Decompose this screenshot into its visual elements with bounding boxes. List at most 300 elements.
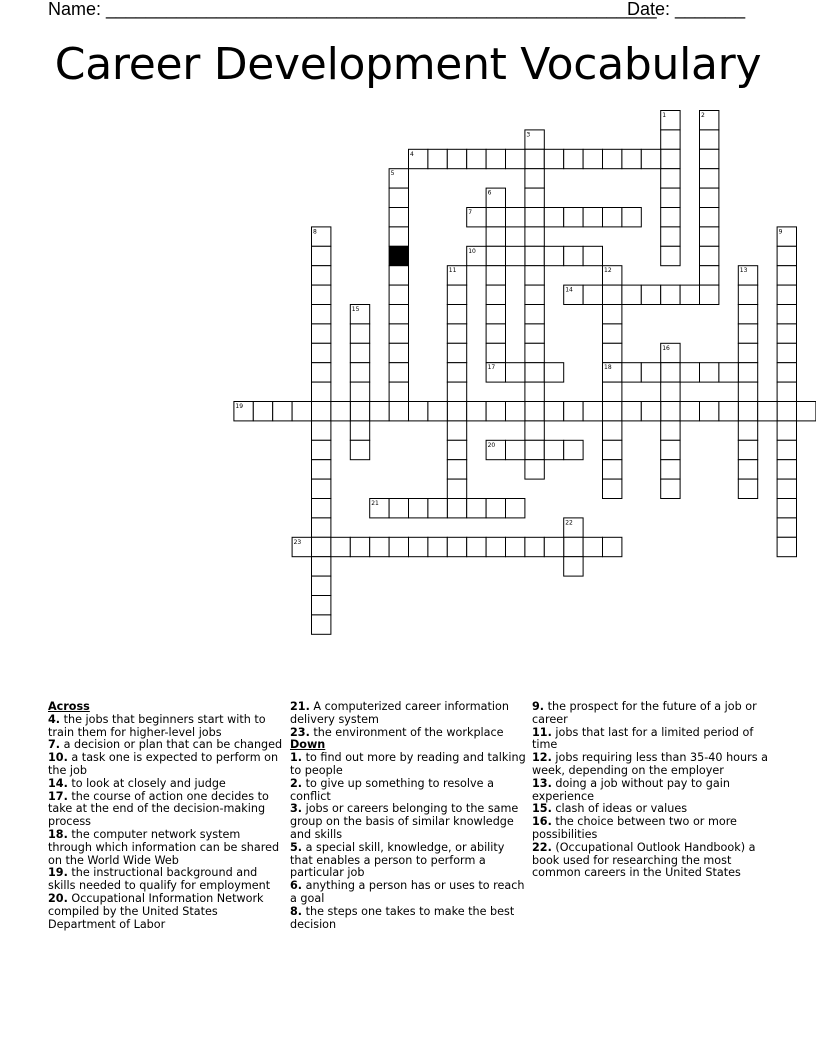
- down-heading: Down: [290, 738, 326, 752]
- grid-cell[interactable]: [564, 537, 583, 556]
- date-line[interactable]: Date: _______: [627, 0, 746, 19]
- grid-cell[interactable]: [661, 479, 680, 498]
- clue-number: 4.: [48, 712, 61, 726]
- grid-cell[interactable]: [661, 363, 680, 382]
- grid-cell[interactable]: [738, 382, 757, 401]
- grid-cell[interactable]: [447, 343, 466, 362]
- grid-cell[interactable]: [738, 285, 757, 304]
- grid-cell[interactable]: [622, 208, 641, 227]
- grid-cell[interactable]: [312, 363, 331, 382]
- grid-cell[interactable]: [506, 208, 525, 227]
- cell-number: 15: [351, 306, 360, 313]
- grid-cell[interactable]: [622, 285, 641, 304]
- grid-cell[interactable]: [447, 382, 466, 401]
- grid-cell[interactable]: [447, 149, 466, 168]
- grid-cell[interactable]: [447, 363, 466, 382]
- grid-cell[interactable]: [777, 324, 796, 343]
- grid-cell[interactable]: [312, 266, 331, 285]
- grid-cell[interactable]: [331, 402, 350, 421]
- clue-number: 2.: [290, 776, 303, 790]
- grid-cell[interactable]: [389, 324, 408, 343]
- clues-column-2: [290, 701, 526, 931]
- cell-number: 5: [390, 170, 395, 178]
- cell-number: 23: [293, 538, 302, 546]
- grid-cell[interactable]: [312, 382, 331, 401]
- down-clue: [290, 880, 526, 906]
- grid-cell[interactable]: [447, 499, 466, 518]
- grid-cell[interactable]: [700, 149, 719, 168]
- grid-cell[interactable]: [428, 537, 447, 556]
- grid-cell[interactable]: [409, 499, 428, 518]
- clue-text: clash of ideas or values: [555, 802, 688, 816]
- black-cell: [389, 246, 408, 265]
- grid-cell[interactable]: [544, 402, 563, 421]
- grid-cell[interactable]: [525, 169, 544, 188]
- across-clue: [48, 791, 284, 829]
- grid-cell[interactable]: [661, 169, 680, 188]
- grid-cell[interactable]: [506, 149, 525, 168]
- grid-cell[interactable]: [603, 440, 622, 459]
- grid-cell[interactable]: [486, 285, 505, 304]
- grid-cell[interactable]: [525, 440, 544, 459]
- cell-number: 9: [778, 228, 783, 236]
- grid-cell[interactable]: [797, 402, 816, 421]
- grid-cell[interactable]: [312, 343, 331, 362]
- grid-cell[interactable]: [350, 382, 369, 401]
- grid-cell[interactable]: [312, 557, 331, 576]
- grid-cell[interactable]: [700, 208, 719, 227]
- grid-cell[interactable]: [661, 421, 680, 440]
- clue-text: the steps one takes to make the best decision: [290, 904, 515, 931]
- clue-number: 14.: [48, 776, 68, 790]
- cell-number: 21: [371, 500, 379, 507]
- grid-cell[interactable]: [312, 518, 331, 537]
- grid-cell[interactable]: [409, 537, 428, 556]
- across-clue: [48, 829, 284, 867]
- down-clue: [290, 803, 526, 841]
- down-clue: [532, 701, 768, 727]
- grid-cell[interactable]: [583, 537, 602, 556]
- grid-cell[interactable]: [738, 363, 757, 382]
- grid-cell[interactable]: [700, 285, 719, 304]
- across-clue: [290, 727, 526, 740]
- clue-number: 10.: [48, 751, 68, 765]
- grid-cell[interactable]: [447, 324, 466, 343]
- grid-cell[interactable]: [312, 537, 331, 556]
- grid-cell[interactable]: [680, 402, 699, 421]
- grid-cell[interactable]: [486, 537, 505, 556]
- grid-cell[interactable]: [506, 246, 525, 265]
- grid-cell[interactable]: [428, 499, 447, 518]
- grid-cell[interactable]: [389, 343, 408, 362]
- grid-cell[interactable]: [312, 615, 331, 634]
- grid-cell[interactable]: [661, 246, 680, 265]
- grid-cell[interactable]: [603, 305, 622, 324]
- grid-cell[interactable]: [312, 440, 331, 459]
- clue-text: a special skill, knowledge, or ability that enables a person to perform a particular job: [290, 840, 505, 880]
- grid-cell[interactable]: [312, 421, 331, 440]
- grid-cell[interactable]: [700, 363, 719, 382]
- grid-cell[interactable]: [312, 479, 331, 498]
- down-clue: [532, 752, 768, 778]
- grid-cell[interactable]: [622, 149, 641, 168]
- grid-cell[interactable]: [777, 246, 796, 265]
- grid-cell[interactable]: [777, 479, 796, 498]
- grid-cell[interactable]: [777, 285, 796, 304]
- grid-cell[interactable]: [603, 537, 622, 556]
- grid-cell[interactable]: [777, 499, 796, 518]
- clue-text: doing a job without pay to gain experience: [532, 776, 730, 803]
- grid-cell[interactable]: [486, 266, 505, 285]
- grid-cell[interactable]: [312, 576, 331, 595]
- grid-cell[interactable]: [447, 402, 466, 421]
- grid-cell[interactable]: [777, 518, 796, 537]
- grid-cell[interactable]: [312, 246, 331, 265]
- clue-number: 15.: [532, 802, 552, 816]
- grid-cell[interactable]: [389, 305, 408, 324]
- grid-cell[interactable]: [700, 169, 719, 188]
- clue-number: 1.: [290, 751, 303, 765]
- grid-cell[interactable]: [525, 208, 544, 227]
- clue-text: the choice between two or more possibilities: [532, 815, 737, 841]
- grid-cell[interactable]: [738, 343, 757, 362]
- cell-number: 14: [565, 286, 573, 294]
- clue-number: 6.: [290, 879, 303, 893]
- grid-cell[interactable]: [525, 246, 544, 265]
- clue-text: jobs that last for a limited period of time: [532, 725, 754, 752]
- across-clue: [48, 752, 284, 778]
- grid-cell[interactable]: [641, 285, 660, 304]
- cell-number: 20: [487, 441, 496, 449]
- grid-cell[interactable]: [389, 227, 408, 246]
- clue-number: 20.: [48, 891, 68, 905]
- grid-cell[interactable]: [661, 382, 680, 401]
- cell-number: 11: [448, 267, 457, 275]
- clue-number: 19.: [48, 866, 68, 880]
- grid-cell[interactable]: [389, 499, 408, 518]
- grid-cell[interactable]: [447, 421, 466, 440]
- cell-number: 19: [235, 403, 244, 410]
- clue-number: 12.: [532, 751, 552, 765]
- grid-cell[interactable]: [350, 537, 369, 556]
- grid-cell[interactable]: [661, 285, 680, 304]
- grid-cell[interactable]: [467, 537, 486, 556]
- grid-cell[interactable]: [486, 305, 505, 324]
- cell-number: 7: [468, 209, 473, 216]
- grid-cell[interactable]: [544, 537, 563, 556]
- grid-cell[interactable]: [525, 266, 544, 285]
- clue-number: 21.: [290, 700, 310, 713]
- grid-cell[interactable]: [389, 188, 408, 207]
- grid-cell[interactable]: [544, 149, 563, 168]
- page-title: Career Development Vocabulary: [54, 39, 762, 90]
- grid-cell[interactable]: [409, 402, 428, 421]
- clue-number: 5.: [290, 840, 303, 854]
- grid-cell[interactable]: [738, 440, 757, 459]
- grid-cell[interactable]: [389, 382, 408, 401]
- grid-cell[interactable]: [603, 343, 622, 362]
- grid-cell[interactable]: [603, 382, 622, 401]
- grid-cell[interactable]: [389, 537, 408, 556]
- grid-cell[interactable]: [331, 537, 350, 556]
- grid-cell[interactable]: [641, 402, 660, 421]
- name-line[interactable]: Name: _______________________________________________________: [48, 0, 657, 19]
- grid-cell[interactable]: [350, 421, 369, 440]
- grid-cell[interactable]: [525, 363, 544, 382]
- grid-cell[interactable]: [738, 305, 757, 324]
- grid-cell[interactable]: [777, 421, 796, 440]
- grid-cell[interactable]: [350, 324, 369, 343]
- grid-cell[interactable]: [661, 130, 680, 149]
- clue-text: anything a person has or uses to reach a goal: [290, 879, 525, 905]
- grid-cell[interactable]: [700, 402, 719, 421]
- grid-cell[interactable]: [738, 402, 757, 421]
- clue-text: jobs requiring less than 35-40 hours a week, depending on the employer: [532, 751, 768, 777]
- grid-cell[interactable]: [777, 402, 796, 421]
- grid-cell[interactable]: [700, 227, 719, 246]
- grid-cell[interactable]: [292, 402, 311, 421]
- grid-cell[interactable]: [447, 305, 466, 324]
- grid-cell[interactable]: [447, 537, 466, 556]
- clue-number: 11.: [532, 725, 552, 739]
- cell-number: 18: [604, 364, 612, 372]
- grid-cell[interactable]: [486, 343, 505, 362]
- grid-cell[interactable]: [680, 285, 699, 304]
- grid-cell[interactable]: [564, 557, 583, 576]
- grid-cell[interactable]: [389, 266, 408, 285]
- grid-cell[interactable]: [506, 537, 525, 556]
- grid-cell[interactable]: [777, 382, 796, 401]
- grid-cell[interactable]: [603, 324, 622, 343]
- grid-cell[interactable]: [661, 188, 680, 207]
- grid-cell[interactable]: [603, 208, 622, 227]
- grid-cell[interactable]: [467, 149, 486, 168]
- grid-cell[interactable]: [486, 402, 505, 421]
- cell-number: 10: [468, 247, 476, 255]
- grid-cell[interactable]: [777, 460, 796, 479]
- grid-cell[interactable]: [661, 402, 680, 421]
- grid-cell[interactable]: [486, 208, 505, 227]
- grid-cell[interactable]: [525, 343, 544, 362]
- clue-text: the instructional background and skills needed to qualify for employment: [48, 866, 271, 893]
- clue-text: the computer network system through which information can be shared on the World Wide Web: [48, 827, 280, 867]
- clue-text: to find out more by reading and talking to people: [290, 751, 526, 777]
- clue-number: 23.: [290, 725, 310, 739]
- down-clue: [290, 752, 526, 778]
- grid-cell[interactable]: [641, 363, 660, 382]
- grid-cell[interactable]: [564, 246, 583, 265]
- grid-cell[interactable]: [738, 479, 757, 498]
- grid-cell[interactable]: [738, 460, 757, 479]
- grid-cell[interactable]: [370, 402, 389, 421]
- clue-text: Occupational Information Network compiled by the United States Department of Labor: [48, 891, 264, 931]
- grid-cell[interactable]: [428, 149, 447, 168]
- grid-cell[interactable]: [700, 188, 719, 207]
- grid-cell[interactable]: [350, 402, 369, 421]
- cell-number: 8: [313, 228, 317, 236]
- clues-column-1: [48, 701, 284, 931]
- across-clue: [48, 714, 284, 740]
- clue-text: to give up something to resolve a conflict: [290, 776, 494, 803]
- clue-text: the environment of the workplace: [313, 725, 504, 739]
- down-clue: [532, 778, 768, 804]
- grid-cell[interactable]: [544, 363, 563, 382]
- grid-cell[interactable]: [312, 402, 331, 421]
- grid-cell[interactable]: [312, 285, 331, 304]
- grid-cell[interactable]: [680, 363, 699, 382]
- grid-cell[interactable]: [486, 149, 505, 168]
- across-clue: [48, 893, 284, 931]
- clue-text: jobs or careers belonging to the same group on the basis of similar knowledge and skills: [290, 802, 519, 841]
- grid-cell[interactable]: [641, 149, 660, 168]
- grid-cell[interactable]: [583, 246, 602, 265]
- grid-cell[interactable]: [389, 402, 408, 421]
- grid-cell[interactable]: [389, 285, 408, 304]
- grid-cell[interactable]: [777, 363, 796, 382]
- grid-cell[interactable]: [661, 440, 680, 459]
- clue-number: 8.: [290, 904, 303, 918]
- grid-cell[interactable]: [544, 208, 563, 227]
- clue-text: a decision or plan that can be changed: [63, 738, 283, 752]
- grid-cell[interactable]: [544, 246, 563, 265]
- grid-cell[interactable]: [370, 537, 389, 556]
- grid-cell[interactable]: [350, 343, 369, 362]
- cell-number: 12: [604, 267, 612, 275]
- clues-column-3: [532, 701, 768, 880]
- grid-cell[interactable]: [700, 266, 719, 285]
- grid-cell[interactable]: [622, 402, 641, 421]
- down-clue: [290, 842, 526, 880]
- grid-cell[interactable]: [273, 402, 292, 421]
- grid-cell[interactable]: [253, 402, 272, 421]
- grid-cell[interactable]: [506, 440, 525, 459]
- grid-cell[interactable]: [389, 208, 408, 227]
- grid-cell[interactable]: [661, 149, 680, 168]
- grid-cell[interactable]: [738, 324, 757, 343]
- clue-text: the prospect for the future of a job or career: [532, 700, 757, 726]
- grid-cell[interactable]: [525, 382, 544, 401]
- grid-cell[interactable]: [486, 246, 505, 265]
- clue-number: 17.: [48, 789, 68, 803]
- grid-cell[interactable]: [506, 499, 525, 518]
- grid-cell[interactable]: [486, 227, 505, 246]
- grid-cell[interactable]: [486, 499, 505, 518]
- grid-cell[interactable]: [583, 149, 602, 168]
- clue-number: 13.: [532, 776, 552, 790]
- grid-cell[interactable]: [447, 460, 466, 479]
- grid-cell[interactable]: [603, 402, 622, 421]
- grid-cell[interactable]: [738, 421, 757, 440]
- grid-cell[interactable]: [777, 343, 796, 362]
- grid-cell[interactable]: [467, 402, 486, 421]
- across-clue: [48, 867, 284, 893]
- grid-cell[interactable]: [583, 208, 602, 227]
- grid-cell[interactable]: [312, 324, 331, 343]
- clue-text: A computerized career information delivery system: [290, 700, 509, 726]
- grid-cell[interactable]: [603, 421, 622, 440]
- grid-cell[interactable]: [312, 460, 331, 479]
- grid-cell[interactable]: [661, 460, 680, 479]
- grid-cell[interactable]: [719, 363, 738, 382]
- clue-number: 16.: [532, 815, 552, 829]
- grid-cell[interactable]: [350, 363, 369, 382]
- clue-text: a task one is expected to perform on the job: [48, 751, 279, 777]
- grid-cell[interactable]: [486, 324, 505, 343]
- grid-cell[interactable]: [525, 285, 544, 304]
- cell-number: 13: [739, 267, 748, 275]
- grid-cell[interactable]: [777, 266, 796, 285]
- cell-number: 2: [701, 112, 705, 119]
- grid-cell[interactable]: [603, 285, 622, 304]
- grid-cell[interactable]: [350, 440, 369, 459]
- grid-cell[interactable]: [603, 460, 622, 479]
- across-clue: [290, 701, 526, 727]
- cell-number: 17: [487, 364, 496, 372]
- grid-cell[interactable]: [428, 402, 447, 421]
- grid-cell[interactable]: [312, 596, 331, 615]
- grid-cell[interactable]: [700, 246, 719, 265]
- grid-cell[interactable]: [312, 305, 331, 324]
- grid-cell[interactable]: [525, 188, 544, 207]
- grid-cell[interactable]: [544, 440, 563, 459]
- grid-cell[interactable]: [447, 285, 466, 304]
- grid-cell[interactable]: [777, 537, 796, 556]
- grid-cell[interactable]: [506, 402, 525, 421]
- grid-cell[interactable]: [525, 460, 544, 479]
- grid-cell[interactable]: [389, 363, 408, 382]
- grid-cell[interactable]: [525, 149, 544, 168]
- grid-cell[interactable]: [467, 499, 486, 518]
- cell-number: 1: [662, 112, 667, 119]
- grid-cell[interactable]: [583, 285, 602, 304]
- grid-cell[interactable]: [603, 479, 622, 498]
- grid-cell[interactable]: [700, 130, 719, 149]
- grid-cell[interactable]: [603, 149, 622, 168]
- grid-cell[interactable]: [777, 305, 796, 324]
- grid-cell[interactable]: [525, 305, 544, 324]
- grid-cell[interactable]: [758, 402, 777, 421]
- grid-cell[interactable]: [525, 402, 544, 421]
- grid-cell[interactable]: [564, 208, 583, 227]
- grid-cell[interactable]: [661, 208, 680, 227]
- grid-cell[interactable]: [777, 440, 796, 459]
- cell-number: 6: [487, 189, 492, 197]
- grid-cell[interactable]: [447, 479, 466, 498]
- clue-number: 9.: [532, 700, 545, 713]
- cell-number: 3: [526, 131, 531, 139]
- grid-cell[interactable]: [506, 363, 525, 382]
- grid-cell[interactable]: [312, 499, 331, 518]
- grid-cell[interactable]: [661, 227, 680, 246]
- grid-cell[interactable]: [719, 402, 738, 421]
- grid-cell[interactable]: [564, 402, 583, 421]
- down-clue: [290, 906, 526, 932]
- grid-cell[interactable]: [525, 421, 544, 440]
- grid-cell[interactable]: [525, 537, 544, 556]
- grid-cell[interactable]: [564, 440, 583, 459]
- across-heading: Across: [48, 700, 90, 713]
- down-clue: [532, 816, 768, 842]
- cell-number: 22: [565, 519, 573, 527]
- grid-cell[interactable]: [622, 363, 641, 382]
- clue-text: the course of action one decides to take at the end of the decision-making process: [48, 789, 269, 829]
- grid-cell[interactable]: [447, 440, 466, 459]
- clue-number: 7.: [48, 738, 61, 752]
- grid-cell[interactable]: [564, 149, 583, 168]
- grid-cell[interactable]: [525, 324, 544, 343]
- grid-cell[interactable]: [583, 402, 602, 421]
- grid-cell[interactable]: [525, 227, 544, 246]
